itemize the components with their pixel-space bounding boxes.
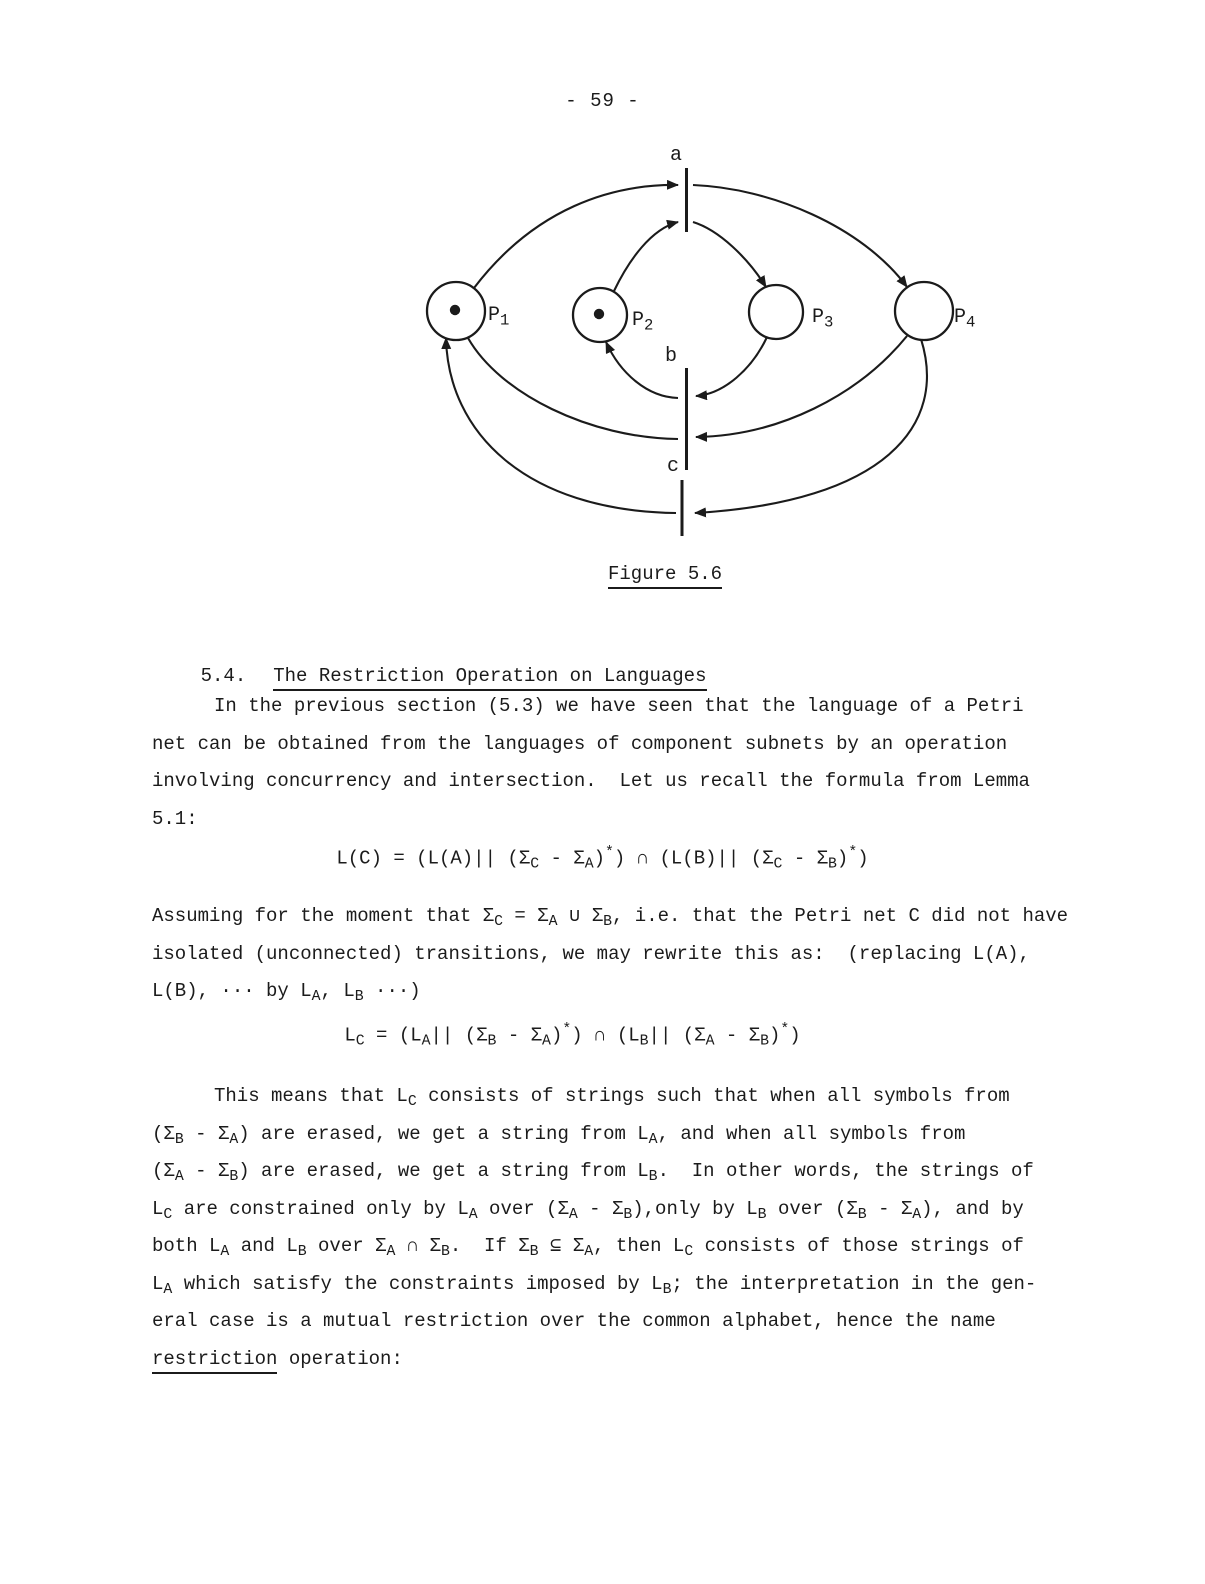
formula-restriction: $L_C = (L_A||$ $(\Sigma_B - \Sigma_A)^*$) ∩ ($L_B||$ $(\Sigma_A - \Sigma_B)^*$)	[344, 1022, 801, 1050]
arc-a-to-p3	[693, 222, 766, 287]
place-label-p3: $P_3$	[812, 306, 834, 332]
place-p4-circle	[895, 282, 953, 340]
arc-c-to-p1	[446, 338, 676, 513]
arc-p2-to-a	[614, 222, 678, 291]
petri-net-figure	[0, 0, 1205, 600]
arc-p4-to-b	[696, 336, 907, 437]
arc-p1-to-a	[474, 185, 678, 288]
token-p2	[594, 309, 604, 319]
token-p1	[450, 305, 460, 315]
place-label-p1: $P_1$	[488, 304, 510, 330]
figure-caption: Figure 5.6	[608, 563, 722, 585]
place-p3-circle	[749, 285, 803, 339]
transition-label-c: c	[667, 455, 680, 478]
place-label-p4: $P_4$	[954, 306, 976, 332]
paragraph-intro: In the previous section (5.3) we have seen that the language of a Petri net can be obtained from the languages of component subnets by an operation involving concurrency and intersection. Let us recall the formula from Lemma 5.1:	[152, 695, 1030, 830]
transition-label-b: b	[665, 345, 678, 368]
arc-p4-to-c	[695, 339, 927, 513]
transition-label-a: a	[670, 144, 683, 167]
paragraph-assuming: Assuming for the moment that $\Sigma_C = \Sigma_A$ ∪ $\Sigma_B$, i.e. that the Petri net C did not have isolated (unconnected) transitions, we may rewrite this as: (replacing L(A), L(B), ··· by $L_A$, $L_B$ ···)	[152, 905, 1069, 1006]
section-title: The Restriction Operation on Languages	[273, 665, 706, 691]
paragraph-explanation: This means that $L_C$ consists of strings such that when all symbols from $(\Sigma_B - \Sigma_A)$ are erased, we get a string from $L_A$, and when all symbols from $(\Sigma_A - \Sigma_B)$ are erased, we get a string from $L_B$. In other words, the strings of $L_C$ are constrained only by $L_A$ over ($\Sigma_A$ - $\Sigma_B),only$ by $L_B$ over $(\Sigma_B - \Sigma_A)$, and by both $L_A$ and $L_B$ over $\Sigma_A$ ∩ $\Sigma_B$. If $\Sigma_B$ ⊆ $\Sigma_A$, then $L_C$ consists of those strings of $L_A$ which satisfy the constraints imposed by $L_B$; the interpretation in the gen- eral case is a mutual restriction over the common alphabet, hence the name restriction operation:	[152, 1078, 1162, 1378]
page-number: - 59 -	[565, 90, 640, 112]
petri-net-svg	[0, 0, 1205, 600]
place-label-p2: $P_2$	[632, 309, 654, 335]
formula-lemma-5-1: L(C) = (L(A)|| $(\Sigma_C - \Sigma_A)^*$) ∩ (L(B)|| $(\Sigma_C - \Sigma_B)^*$)	[336, 845, 869, 873]
arc-a-to-p4	[693, 185, 907, 287]
arc-p3-to-b	[696, 337, 767, 396]
section-number: 5.4.	[200, 665, 247, 687]
